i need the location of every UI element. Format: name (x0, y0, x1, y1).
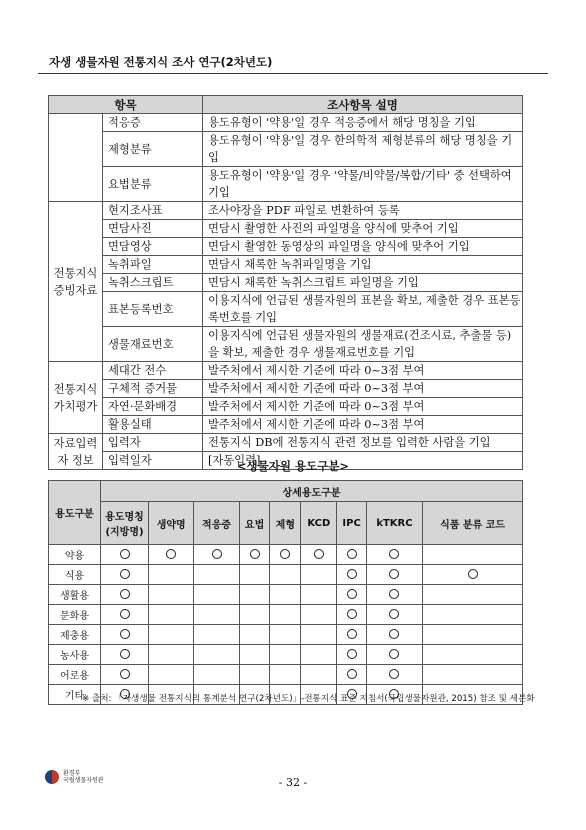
item-name: 요법분류 (103, 167, 203, 202)
item-description: 발주처에서 제시한 기준에 따라 0~3점 부여 (203, 362, 523, 380)
mark-cell (301, 625, 337, 645)
mark-cell (101, 605, 149, 625)
usage-label: 기타 (49, 685, 101, 705)
mark-cell (101, 545, 149, 565)
mark-cell (366, 565, 422, 585)
mark-cell (101, 585, 149, 605)
table-row (49, 274, 523, 292)
mark-cell (337, 605, 366, 625)
usage-label: 식용 (49, 565, 101, 585)
circle-mark-icon (120, 629, 130, 639)
mark-cell (337, 565, 366, 585)
circle-mark-icon (347, 549, 357, 559)
item-name: 생물재료번호 (103, 327, 203, 362)
circle-mark-icon (347, 629, 357, 639)
mark-cell (337, 645, 366, 665)
item-name: 입력일자 (103, 452, 203, 470)
mark-cell (239, 645, 270, 665)
circle-mark-icon (120, 609, 130, 619)
circle-mark-icon (120, 589, 130, 599)
column-header: KCD (301, 502, 337, 545)
circle-mark-icon (347, 669, 357, 679)
item-description: 조사야장을 PDF 파일로 변환하여 등록 (203, 202, 523, 220)
mark-cell (423, 665, 523, 685)
group-label: 자료입력자 정보 (49, 434, 103, 470)
mark-cell (337, 585, 366, 605)
table-row (49, 167, 523, 202)
circle-mark-icon (389, 549, 399, 559)
mark-cell (423, 545, 523, 565)
table-row (49, 434, 523, 452)
item-description: 이용지식에 언급된 생물자원의 생물재료(건조시료, 추출물 등)을 확보, 제출한 경우 생물재료번호를 기입 (203, 327, 523, 362)
table-row (49, 625, 523, 645)
item-description: 용도유형이 '약용'일 경우 '약물/비약물/복합/기타' 중 선택하여 기입 (203, 167, 523, 202)
source-footnote: ※ 출처: 「자생생물 전통지식의 통계분석 연구(2차년도)」-전통지식 표준 지침서(국립생물자원관, 2015) 참조 및 세분화 (82, 694, 535, 704)
circle-mark-icon (389, 629, 399, 639)
item-description: 이용지식에 언급된 생물자원의 표본을 확보, 제출한 경우 표본등록번호를 기입 (203, 292, 523, 327)
usage-label: 농사용 (49, 645, 101, 665)
circle-mark-icon (389, 609, 399, 619)
mark-cell (149, 665, 194, 685)
mark-cell (149, 545, 194, 565)
circle-mark-icon (250, 549, 260, 559)
table-row (49, 202, 523, 220)
mark-cell (270, 665, 301, 685)
mark-cell (239, 605, 270, 625)
header-rule (38, 73, 548, 74)
item-name: 표본등록번호 (103, 292, 203, 327)
item-description: 용도유형이 '약용'일 경우 한의학적 제형분류의 해당 명칭을 기입 (203, 132, 523, 167)
item-description: 발주처에서 제시한 기준에 따라 0~3점 부여 (203, 416, 523, 434)
mark-cell (337, 545, 366, 565)
item-name: 적응증 (103, 114, 203, 132)
item-name: 활용실태 (103, 416, 203, 434)
mark-cell (301, 565, 337, 585)
item-description: 면담시 채록한 녹취파일명을 기입 (203, 256, 523, 274)
table-row (49, 292, 523, 327)
header-detail-usage: 상세용도구분 (101, 481, 523, 502)
table-row (49, 380, 523, 398)
column-header: 제형 (270, 502, 301, 545)
table-row (49, 362, 523, 380)
table-row (49, 238, 523, 256)
mark-cell (149, 605, 194, 625)
mark-cell (301, 605, 337, 625)
item-name: 면담영상 (103, 238, 203, 256)
usage-label: 문화용 (49, 605, 101, 625)
mark-cell (270, 625, 301, 645)
mark-cell (270, 605, 301, 625)
usage-label: 제충용 (49, 625, 101, 645)
mark-cell (149, 585, 194, 605)
usage-classification-table (48, 480, 523, 705)
mark-cell (366, 625, 422, 645)
mark-cell (337, 665, 366, 685)
circle-mark-icon (120, 649, 130, 659)
mark-cell (423, 565, 523, 585)
column-header: 용도명칭 (지방명) (101, 502, 149, 545)
running-header: 자생 생물자원 전통지식 조사 연구(2차년도) (49, 55, 273, 69)
mark-cell (194, 545, 239, 565)
usage-label: 약용 (49, 545, 101, 565)
mark-cell (101, 625, 149, 645)
page-number: - 32 - (278, 776, 308, 789)
table-row (49, 398, 523, 416)
logo-line2: 국립생물자원관 (63, 777, 104, 784)
mark-cell (149, 625, 194, 645)
mark-cell (239, 545, 270, 565)
mark-cell (149, 565, 194, 585)
mark-cell (194, 645, 239, 665)
circle-mark-icon (389, 569, 399, 579)
column-header: 식품 분류 코드 (423, 502, 523, 545)
item-description: 발주처에서 제시한 기준에 따라 0~3점 부여 (203, 398, 523, 416)
item-name: 입력자 (103, 434, 203, 452)
table-row (49, 132, 523, 167)
usage-label: 생활용 (49, 585, 101, 605)
mark-cell (301, 645, 337, 665)
header-item: 항목 (49, 96, 203, 114)
mark-cell (101, 565, 149, 585)
circle-mark-icon (347, 589, 357, 599)
circle-mark-icon (120, 569, 130, 579)
circle-mark-icon (389, 649, 399, 659)
header-description: 조사항목 설명 (203, 96, 523, 114)
header-usage: 용도구분 (49, 481, 101, 545)
mark-cell (270, 565, 301, 585)
item-name: 자연·문화배경 (103, 398, 203, 416)
logo-line1: 환경부 (63, 770, 81, 777)
table-row (49, 545, 523, 565)
item-description: 발주처에서 제시한 기준에 따라 0~3점 부여 (203, 380, 523, 398)
circle-mark-icon (468, 569, 478, 579)
column-header: 적응증 (194, 502, 239, 545)
table-row (49, 256, 523, 274)
mark-cell (366, 605, 422, 625)
mark-cell (366, 645, 422, 665)
circle-mark-icon (347, 649, 357, 659)
mark-cell (194, 625, 239, 645)
circle-mark-icon (314, 549, 324, 559)
table-row (49, 114, 523, 132)
mark-cell (194, 565, 239, 585)
mark-cell (301, 585, 337, 605)
mark-cell (270, 585, 301, 605)
item-description: 면담시 촬영한 사진의 파일명을 양식에 맞추어 기입 (203, 220, 523, 238)
table-row (49, 585, 523, 605)
mark-cell (239, 585, 270, 605)
item-name: 세대간 전수 (103, 362, 203, 380)
item-description: 용도유형이 '약용'일 경우 적응증에서 해당 명칭을 기입 (203, 114, 523, 132)
item-name: 구체적 증거물 (103, 380, 203, 398)
circle-mark-icon (389, 589, 399, 599)
mark-cell (270, 545, 301, 565)
mark-cell (423, 605, 523, 625)
item-description: 면담시 채록한 녹취스크립트 파일명을 기입 (203, 274, 523, 292)
column-header: 생약명 (149, 502, 194, 545)
mark-cell (101, 645, 149, 665)
item-name: 면담사진 (103, 220, 203, 238)
mark-cell (101, 665, 149, 685)
circle-mark-icon (212, 549, 222, 559)
table-row (49, 665, 523, 685)
group-label: 전통지식 가치평가 (49, 362, 103, 434)
item-description: 전통지식 DB에 전통지식 관련 정보를 입력한 사람을 기입 (203, 434, 523, 452)
group-label: 전통지식 증빙자료 (49, 202, 103, 362)
mark-cell (194, 665, 239, 685)
circle-mark-icon (347, 609, 357, 619)
mark-cell (366, 545, 422, 565)
mark-cell (239, 625, 270, 645)
mark-cell (270, 645, 301, 665)
item-name: 현지조사표 (103, 202, 203, 220)
column-header: kTKRC (366, 502, 422, 545)
table-row (49, 327, 523, 362)
mark-cell (194, 605, 239, 625)
mark-cell (337, 625, 366, 645)
circle-mark-icon (347, 569, 357, 579)
mark-cell (423, 585, 523, 605)
mark-cell (366, 585, 422, 605)
table-row (49, 565, 523, 585)
table-row (49, 416, 523, 434)
circle-mark-icon (166, 549, 176, 559)
table-row (49, 605, 523, 625)
mark-cell (301, 665, 337, 685)
mark-cell (366, 665, 422, 685)
column-header: IPC (337, 502, 366, 545)
mark-cell (423, 645, 523, 665)
circle-mark-icon (280, 549, 290, 559)
circle-mark-icon (389, 669, 399, 679)
mark-cell (149, 645, 194, 665)
group-label (49, 114, 103, 202)
mark-cell (301, 545, 337, 565)
table-row (49, 645, 523, 665)
usage-label: 어로용 (49, 665, 101, 685)
item-description: 면담시 촬영한 동영상의 파일명을 양식에 맞추어 기입 (203, 238, 523, 256)
circle-mark-icon (120, 549, 130, 559)
mark-cell (423, 625, 523, 645)
table-row (49, 220, 523, 238)
item-name: 녹취스크립트 (103, 274, 203, 292)
circle-mark-icon (120, 669, 130, 679)
table-caption: <생물자원 용도구분> (236, 459, 350, 473)
mark-cell (239, 565, 270, 585)
column-header: 요법 (239, 502, 270, 545)
mark-cell (239, 665, 270, 685)
survey-items-table (48, 95, 523, 470)
mark-cell (194, 585, 239, 605)
item-description: [자동입력] (203, 452, 523, 470)
item-name: 제형분류 (103, 132, 203, 167)
item-name: 녹취파일 (103, 256, 203, 274)
